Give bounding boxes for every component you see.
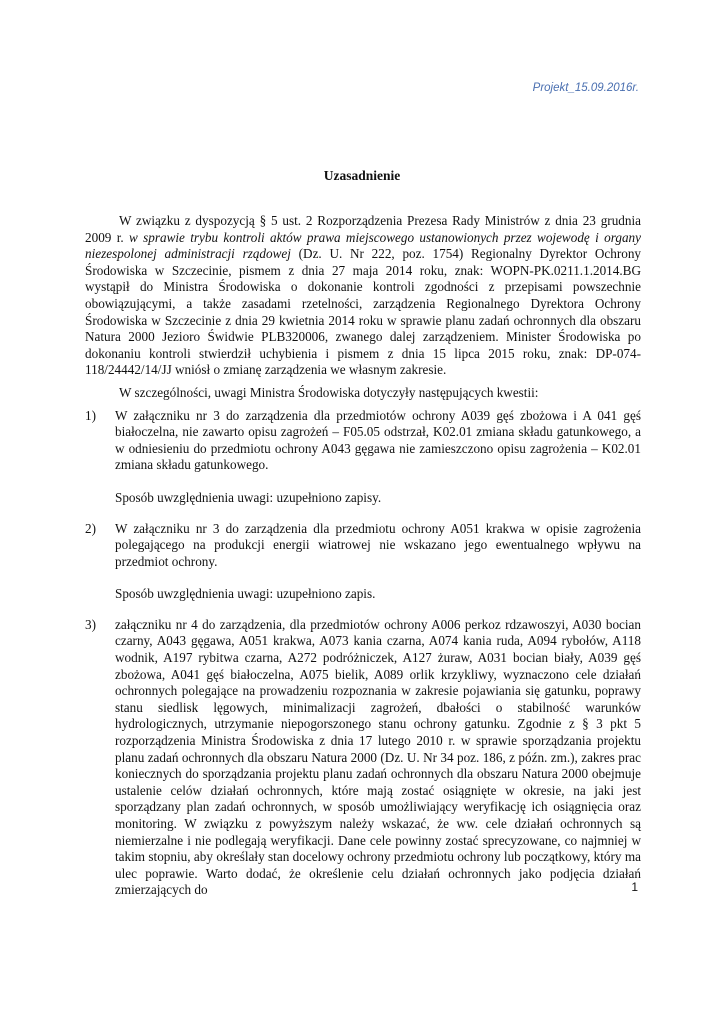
list-item [85,408,641,507]
list-item-number: 1) [85,407,96,423]
list-item-number: 3) [85,616,96,632]
list-item-text: W załączniku nr 3 do zarządzenia dla przedmiotów ochrony A039 gęś zbożowa i A 041 gęś białoczelna, nie zawarto opisu zagrożeń – F05.05 odstrzał, K02.01 zmiana składu gatunkowego, a w odniesieniu do przedmiotu ochrony A043 gęgawa nie zamieszczono opisu zagrożenia – K02.01 zmiana składu gatunkowego. [115,407,641,473]
document-body [85,213,641,899]
intro-text-start: W związku z dyspozycją § 5 ust. 2 Rozporządzenia Prezesa Rady Ministrów z dnia 23 grudnia 2009 r. [85,213,641,245]
list-item-resolution: Sposób uwzględnienia uwagi: uzupełniono zapisy. [115,489,382,505]
regulation-title: w sprawie trybu kontroli aktów prawa miejscowego ustanowionych przez wojewodę i organy niezespolonej administracji rządowej [85,229,641,262]
list-item-text: W załączniku nr 3 do zarządzenia dla przedmiotu ochrony A051 krakwa w opisie zagrożenia polegającego na produkcji energii wiatrowej nie wskazano jego ewentualnego wpływu na przedmiot ochrony. [115,520,641,569]
list-item [85,521,641,603]
intro-paragraph [85,213,641,379]
intro-text-end: (Dz. U. Nr 222, poz. 1754) Regionalny Dyrektor Ochrony Środowiska w Szczecinie, pismem z dnia 27 maja 2014 roku, znak: WOPN-PK.0211.1.2014.BG wystąpił do Ministra Środowiska o dokonanie kontroli zgodności z przepisami powszechnie obowiązującymi, a także zasadami rzetelności, zarządzenia Regionalnego Dyrektora Ochrony Środowiska w Szczecinie z dnia 29 kwietnia 2014 roku w sprawie planu zadań ochronnych dla obszaru Natura 2000 Jezioro Świdwie PLB320006, zwanego dalej zarządzeniem. Minister Środowiska po dokonaniu kontroli stwierdził uchybienia i pismem z dnia 15 lipca 2015 roku, znak: DP-074-118/24442/14/JJ wniósł o zmianę zarządzenia we własnym zakresie. [85,246,642,378]
remarks-intro-paragraph: W szczególności, uwagi Ministra Środowiska dotyczyły następujących kwestii: [119,384,539,400]
document-title: Uzasadnienie [323,168,401,183]
list-item-text: załączniku nr 4 do zarządzenia, dla przedmiotów ochrony A006 perkoz rdzawoszyi, A030 bocian czarny, A043 gęgawa, A051 krakwa, A073 kania czarna, A074 kania ruda, A094 rybołów, A118 wodnik, A197 rybitwa czarna, A272 podróżniczek, A127 żuraw, A031 bocian biały, A039 gęś zbożowa, A041 gęś białoczelna, A075 bielik, A089 orlik krzykliwy, wyznaczono cele działań ochronnych polegające na prowadzeniu rozpoznania w zakresie pojawiania się gatunku, poprawy stanu siedlisk lęgowych, minimalizacji zagrożeń, dbałości o stabilność warunków hydrologicznych, utrzymanie niepogorszonego stanu ochrony gatunku. Zgodnie z § 3 pkt 5 rozporządzenia Ministra Środowiska z dnia 17 lutego 2010 r. w sprawie sporządzania projektu planu zadań ochronnych dla obszaru Natura 2000 (Dz. U. Nr 34 poz. 186, z późn. zm.), zakres prac koniecznych do sporządzania projektu planu zadań ochronnych dla obszaru Natura 2000 obejmuje ustalenie celów działań ochronnych, które mają zostać osiągnięte w okresie, na jaki jest sporządzany plan zadań ochronnych, w sposób umożliwiający weryfikację ich osiągnięcia oraz monitoring. W związku z powyższym należy wskazać, że ww. cele działań ochronnych są niemierzalne i nie podlegają weryfikacji. Dane cele powinny zostać sprecyzowane, co najmniej w takim stopniu, aby określały stan docelowy ochrony przedmiotu ochrony lub początkowy, który ma ulec poprawie. Warto dodać, że określenie celu działań ochronnych jako podjęcia działań zmierzających do [115,616,641,898]
project-date-stamp: Projekt_15.09.2016r. [532,82,639,94]
list-item-resolution: Sposób uwzględnienia uwagi: uzupełniono zapis. [115,586,376,602]
list-item [85,617,641,899]
list-item-number: 2) [85,520,96,536]
page-number: 1 [631,880,638,894]
